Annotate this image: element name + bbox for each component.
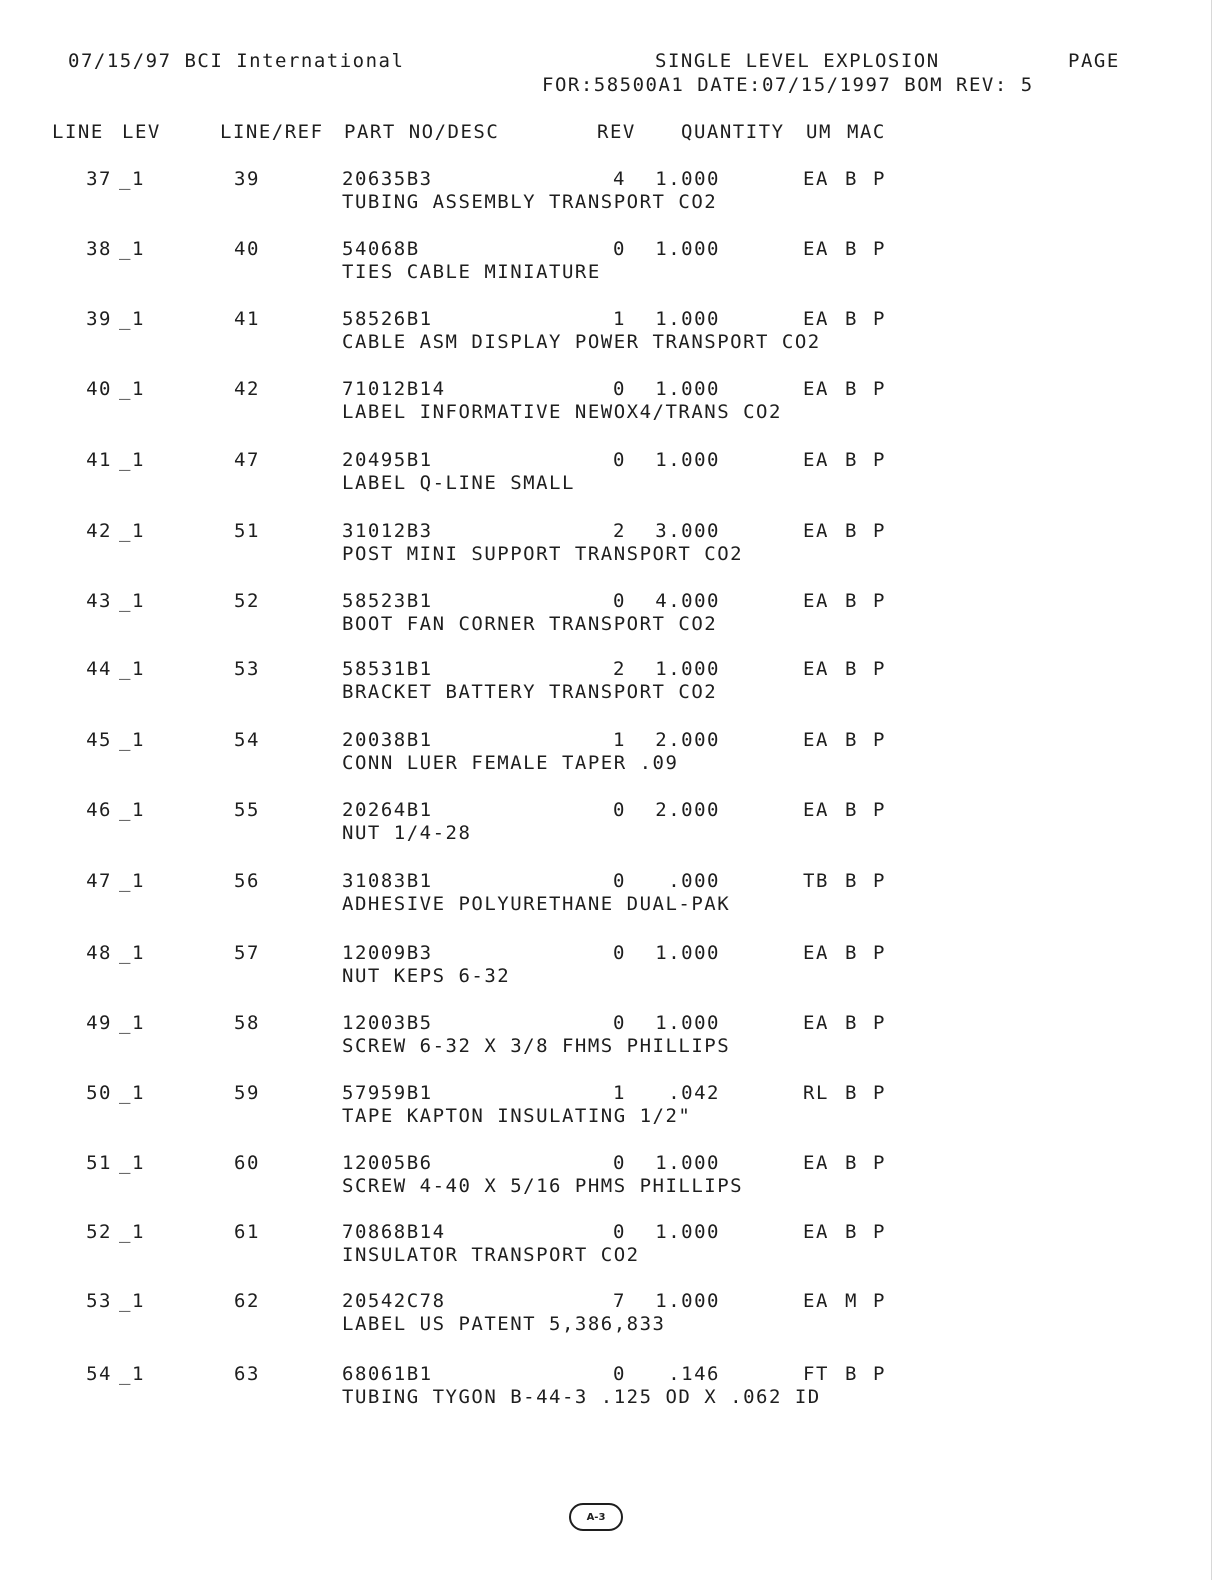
column-header-lev: LEV <box>122 121 161 143</box>
row-line-number: 46 <box>86 799 112 821</box>
row-revision: 2 <box>613 658 626 680</box>
row-unit-of-measure: EA <box>803 729 829 751</box>
row-part-number: 20495B1 <box>342 449 433 471</box>
table-row <box>0 1363 1222 1413</box>
row-level: _1 <box>119 942 145 964</box>
column-header-mac: MAC <box>847 121 886 143</box>
table-row <box>0 870 1222 920</box>
row-line-ref: 39 <box>234 168 260 190</box>
row-level: _1 <box>119 1221 145 1243</box>
row-unit-of-measure: EA <box>803 168 829 190</box>
row-level: _1 <box>119 799 145 821</box>
row-description: LABEL US PATENT 5,386,833 <box>342 1313 666 1335</box>
table-row <box>0 1082 1222 1132</box>
row-unit-of-measure: EA <box>803 942 829 964</box>
row-mac-type: P <box>873 1012 886 1034</box>
table-row <box>0 658 1222 708</box>
row-line-number: 40 <box>86 378 112 400</box>
row-line-number: 50 <box>86 1082 112 1104</box>
row-line-ref: 56 <box>234 870 260 892</box>
row-description: SCREW 6-32 X 3/8 FHMS PHILLIPS <box>342 1035 731 1057</box>
row-mac-type: P <box>873 168 886 190</box>
row-quantity: 1.000 <box>655 1290 720 1312</box>
row-part-number: 58526B1 <box>342 308 433 330</box>
row-mac-code: B <box>845 449 858 471</box>
row-line-ref: 54 <box>234 729 260 751</box>
row-revision: 1 <box>613 1082 626 1104</box>
row-part-number: 31012B3 <box>342 520 433 542</box>
row-line-ref: 52 <box>234 590 260 612</box>
row-part-number: 31083B1 <box>342 870 433 892</box>
row-part-number: 70868B14 <box>342 1221 446 1243</box>
row-unit-of-measure: EA <box>803 238 829 260</box>
row-revision: 1 <box>613 308 626 330</box>
table-row <box>0 1152 1222 1202</box>
row-mac-code: B <box>845 658 858 680</box>
row-unit-of-measure: EA <box>803 308 829 330</box>
row-mac-type: P <box>873 799 886 821</box>
row-line-number: 47 <box>86 870 112 892</box>
row-mac-type: P <box>873 870 886 892</box>
row-mac-code: M <box>845 1290 858 1312</box>
row-description: BOOT FAN CORNER TRANSPORT CO2 <box>342 613 718 635</box>
row-mac-type: P <box>873 590 886 612</box>
row-mac-code: B <box>845 1152 858 1174</box>
row-description: SCREW 4-40 X 5/16 PHMS PHILLIPS <box>342 1175 744 1197</box>
row-line-number: 52 <box>86 1221 112 1243</box>
table-row <box>0 520 1222 570</box>
row-revision: 0 <box>613 1221 626 1243</box>
row-line-number: 42 <box>86 520 112 542</box>
row-line-number: 44 <box>86 658 112 680</box>
table-row <box>0 168 1222 218</box>
row-part-number: 68061B1 <box>342 1363 433 1385</box>
table-row <box>0 1012 1222 1062</box>
row-line-number: 49 <box>86 1012 112 1034</box>
table-row <box>0 238 1222 288</box>
row-level: _1 <box>119 1152 145 1174</box>
row-description: ADHESIVE POLYURETHANE DUAL-PAK <box>342 893 731 915</box>
table-row <box>0 729 1222 779</box>
row-revision: 0 <box>613 1152 626 1174</box>
table-row <box>0 378 1222 428</box>
row-mac-code: B <box>845 308 858 330</box>
page-label: PAGE <box>1068 50 1120 72</box>
row-quantity: 1.000 <box>655 308 720 330</box>
row-unit-of-measure: EA <box>803 1221 829 1243</box>
row-mac-type: P <box>873 729 886 751</box>
row-level: _1 <box>119 1363 145 1385</box>
row-level: _1 <box>119 729 145 751</box>
row-level: _1 <box>119 658 145 680</box>
row-quantity: .000 <box>668 870 720 892</box>
row-part-number: 20542C78 <box>342 1290 446 1312</box>
row-level: _1 <box>119 1290 145 1312</box>
row-revision: 0 <box>613 1012 626 1034</box>
row-unit-of-measure: EA <box>803 658 829 680</box>
row-mac-code: B <box>845 942 858 964</box>
row-mac-type: P <box>873 1152 886 1174</box>
row-unit-of-measure: EA <box>803 1152 829 1174</box>
row-mac-code: B <box>845 238 858 260</box>
row-quantity: 1.000 <box>655 449 720 471</box>
row-part-number: 71012B14 <box>342 378 446 400</box>
row-line-number: 37 <box>86 168 112 190</box>
table-row <box>0 308 1222 358</box>
row-line-ref: 51 <box>234 520 260 542</box>
row-line-number: 43 <box>86 590 112 612</box>
row-quantity: 1.000 <box>655 378 720 400</box>
row-mac-code: B <box>845 1082 858 1104</box>
row-unit-of-measure: RL <box>803 1082 829 1104</box>
row-mac-type: P <box>873 308 886 330</box>
row-unit-of-measure: FT <box>803 1363 829 1385</box>
column-header-um: UM <box>806 121 832 143</box>
row-part-number: 20635B3 <box>342 168 433 190</box>
table-row <box>0 1221 1222 1271</box>
row-level: _1 <box>119 238 145 260</box>
row-line-number: 48 <box>86 942 112 964</box>
row-unit-of-measure: TB <box>803 870 829 892</box>
row-line-ref: 47 <box>234 449 260 471</box>
row-quantity: 4.000 <box>655 590 720 612</box>
row-line-ref: 57 <box>234 942 260 964</box>
row-mac-code: B <box>845 520 858 542</box>
row-description: CONN LUER FEMALE TAPER .09 <box>342 752 679 774</box>
row-level: _1 <box>119 449 145 471</box>
row-line-number: 38 <box>86 238 112 260</box>
row-mac-code: B <box>845 1221 858 1243</box>
row-unit-of-measure: EA <box>803 1290 829 1312</box>
row-quantity: 1.000 <box>655 168 720 190</box>
row-revision: 0 <box>613 238 626 260</box>
column-header-rev: REV <box>597 121 636 143</box>
row-part-number: 20264B1 <box>342 799 433 821</box>
row-line-number: 45 <box>86 729 112 751</box>
row-line-number: 54 <box>86 1363 112 1385</box>
row-quantity: 1.000 <box>655 1152 720 1174</box>
row-quantity: 1.000 <box>655 1221 720 1243</box>
row-mac-type: P <box>873 520 886 542</box>
row-line-ref: 58 <box>234 1012 260 1034</box>
row-mac-type: P <box>873 658 886 680</box>
row-level: _1 <box>119 870 145 892</box>
report-subtitle: FOR:58500A1 DATE:07/15/1997 BOM REV: 5 <box>542 74 1034 96</box>
row-line-ref: 40 <box>234 238 260 260</box>
table-row <box>0 942 1222 992</box>
row-description: TIES CABLE MINIATURE <box>342 261 601 283</box>
row-revision: 1 <box>613 729 626 751</box>
row-mac-code: B <box>845 168 858 190</box>
row-revision: 2 <box>613 520 626 542</box>
row-revision: 0 <box>613 590 626 612</box>
row-mac-code: B <box>845 870 858 892</box>
row-level: _1 <box>119 590 145 612</box>
row-part-number: 20038B1 <box>342 729 433 751</box>
row-mac-code: B <box>845 378 858 400</box>
row-unit-of-measure: EA <box>803 799 829 821</box>
page-stamp: A-3 <box>569 1503 623 1531</box>
row-level: _1 <box>119 308 145 330</box>
row-description: CABLE ASM DISPLAY POWER TRANSPORT CO2 <box>342 331 821 353</box>
row-revision: 0 <box>613 449 626 471</box>
row-mac-type: P <box>873 1290 886 1312</box>
row-level: _1 <box>119 520 145 542</box>
row-mac-type: P <box>873 1363 886 1385</box>
row-unit-of-measure: EA <box>803 449 829 471</box>
row-level: _1 <box>119 1082 145 1104</box>
row-revision: 0 <box>613 1363 626 1385</box>
row-mac-type: P <box>873 378 886 400</box>
row-mac-type: P <box>873 942 886 964</box>
row-line-ref: 53 <box>234 658 260 680</box>
row-part-number: 12003B5 <box>342 1012 433 1034</box>
row-description: INSULATOR TRANSPORT CO2 <box>342 1244 640 1266</box>
row-quantity: 2.000 <box>655 729 720 751</box>
row-part-number: 58531B1 <box>342 658 433 680</box>
row-part-number: 12005B6 <box>342 1152 433 1174</box>
report-date-company: 07/15/97 BCI International <box>68 50 405 72</box>
row-revision: 0 <box>613 378 626 400</box>
report-title: SINGLE LEVEL EXPLOSION <box>655 50 940 72</box>
row-description: LABEL INFORMATIVE NEWOX4/TRANS CO2 <box>342 401 782 423</box>
row-line-ref: 41 <box>234 308 260 330</box>
row-quantity: 1.000 <box>655 658 720 680</box>
row-mac-type: P <box>873 1221 886 1243</box>
row-quantity: 2.000 <box>655 799 720 821</box>
row-mac-code: B <box>845 1363 858 1385</box>
row-unit-of-measure: EA <box>803 590 829 612</box>
row-description: BRACKET BATTERY TRANSPORT CO2 <box>342 681 718 703</box>
column-header-line-ref: LINE/REF <box>220 121 324 143</box>
row-quantity: 1.000 <box>655 942 720 964</box>
row-level: _1 <box>119 168 145 190</box>
row-part-number: 54068B <box>342 238 420 260</box>
row-description: TAPE KAPTON INSULATING 1/2" <box>342 1105 692 1127</box>
row-unit-of-measure: EA <box>803 378 829 400</box>
row-mac-code: B <box>845 799 858 821</box>
row-part-number: 12009B3 <box>342 942 433 964</box>
row-line-ref: 59 <box>234 1082 260 1104</box>
row-revision: 0 <box>613 942 626 964</box>
row-description: NUT KEPS 6-32 <box>342 965 511 987</box>
table-row <box>0 1290 1222 1340</box>
row-line-number: 39 <box>86 308 112 330</box>
row-line-ref: 60 <box>234 1152 260 1174</box>
row-quantity: .146 <box>668 1363 720 1385</box>
row-revision: 0 <box>613 870 626 892</box>
column-header-line: LINE <box>52 121 104 143</box>
row-description: POST MINI SUPPORT TRANSPORT CO2 <box>342 543 744 565</box>
row-revision: 0 <box>613 799 626 821</box>
row-level: _1 <box>119 378 145 400</box>
row-description: LABEL Q-LINE SMALL <box>342 472 575 494</box>
row-mac-code: B <box>845 590 858 612</box>
row-quantity: 1.000 <box>655 238 720 260</box>
row-line-number: 41 <box>86 449 112 471</box>
row-quantity: .042 <box>668 1082 720 1104</box>
row-part-number: 58523B1 <box>342 590 433 612</box>
row-revision: 4 <box>613 168 626 190</box>
row-line-ref: 61 <box>234 1221 260 1243</box>
row-mac-code: B <box>845 1012 858 1034</box>
row-mac-code: B <box>845 729 858 751</box>
row-line-ref: 42 <box>234 378 260 400</box>
row-revision: 7 <box>613 1290 626 1312</box>
table-row <box>0 449 1222 499</box>
row-line-ref: 62 <box>234 1290 260 1312</box>
table-row <box>0 799 1222 849</box>
row-mac-type: P <box>873 1082 886 1104</box>
column-header-part: PART NO/DESC <box>344 121 500 143</box>
table-row <box>0 590 1222 640</box>
row-line-number: 53 <box>86 1290 112 1312</box>
row-description: TUBING ASSEMBLY TRANSPORT CO2 <box>342 191 718 213</box>
row-line-number: 51 <box>86 1152 112 1174</box>
row-line-ref: 55 <box>234 799 260 821</box>
row-description: NUT 1/4-28 <box>342 822 472 844</box>
page-edge-divider <box>1211 0 1212 1580</box>
row-unit-of-measure: EA <box>803 520 829 542</box>
row-quantity: 1.000 <box>655 1012 720 1034</box>
row-description: TUBING TYGON B-44-3 .125 OD X .062 ID <box>342 1386 821 1408</box>
row-level: _1 <box>119 1012 145 1034</box>
row-mac-type: P <box>873 449 886 471</box>
row-part-number: 57959B1 <box>342 1082 433 1104</box>
row-quantity: 3.000 <box>655 520 720 542</box>
row-line-ref: 63 <box>234 1363 260 1385</box>
column-header-quantity: QUANTITY <box>681 121 785 143</box>
row-mac-type: P <box>873 238 886 260</box>
row-unit-of-measure: EA <box>803 1012 829 1034</box>
